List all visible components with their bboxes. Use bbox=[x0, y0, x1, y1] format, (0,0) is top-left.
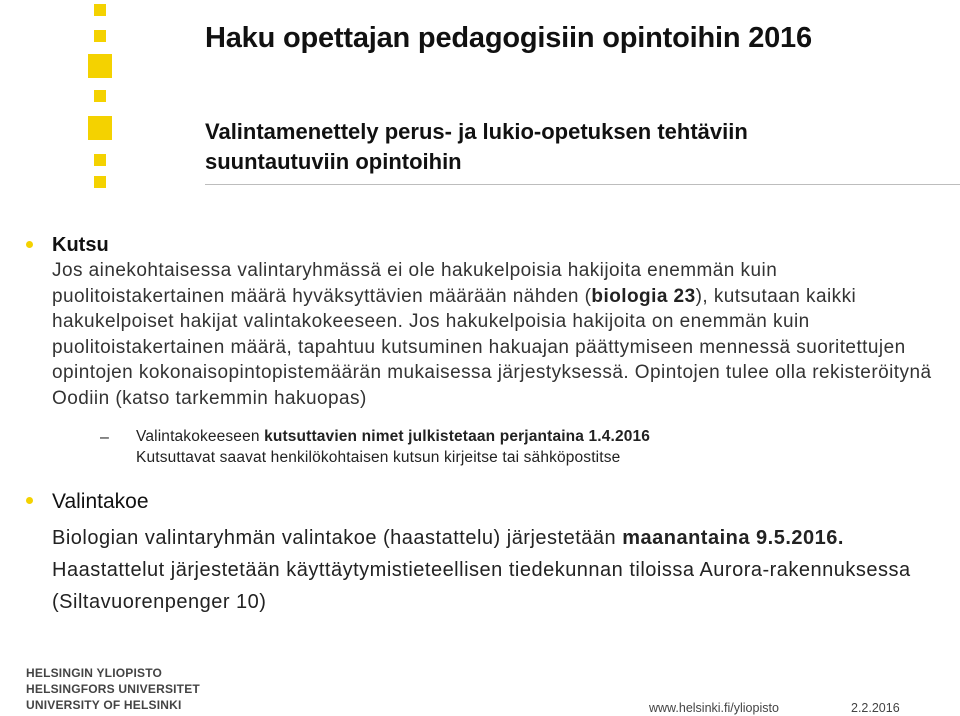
bullet-valintakoe bbox=[26, 488, 946, 618]
university-wordmark bbox=[26, 665, 200, 713]
kutsu-heading: Kutsu bbox=[52, 234, 109, 256]
valintakoe-text-1: Biologian valintaryhmän valintakoe (haastattelu) järjestetään bbox=[52, 526, 623, 549]
subtitle-line-1: Valintamenettely perus- ja lukio-opetuksen tehtäviin bbox=[205, 119, 748, 144]
kutsu-text-1: Jos ainekohtaisessa valintaryhmässä ei ole hakukelpoisia hakijoita enemmän kuin puolitoistakertainen määrä hyväksyttävien määrään nähden ( bbox=[52, 260, 778, 307]
wordmark-line-en: UNIVERSITY OF HELSINKI bbox=[26, 698, 182, 712]
bullet-kutsu bbox=[26, 232, 946, 468]
subitem-line-1 bbox=[136, 426, 946, 447]
slide-content bbox=[26, 232, 946, 618]
subitem-bold: kutsuttavien nimet julkistetaan perjantaina 1.4.2016 bbox=[264, 427, 651, 445]
subitem-text: Valintakokeeseen bbox=[136, 427, 265, 445]
kutsu-subitem bbox=[52, 426, 946, 468]
header-divider bbox=[205, 184, 960, 185]
kutsu-paragraph bbox=[52, 258, 946, 412]
page-title: Haku opettajan pedagogisiin opintoihin 2016 bbox=[205, 22, 812, 54]
kutsu-bold-biologia: biologia 23 bbox=[591, 285, 696, 307]
valintakoe-text-2: Haastattelut järjestetään käyttäytymistieteellisen tiedekunnan tiloissa Aurora-rakennuksessa (Siltavuorenpenger 10) bbox=[52, 558, 911, 613]
footer-date: 2.2.2016 bbox=[851, 701, 900, 715]
subtitle-line-2: suuntautuviin opintoihin bbox=[205, 149, 462, 174]
valintakoe-bold-date: maanantaina 9.5.2016. bbox=[622, 526, 844, 549]
page-subtitle bbox=[205, 117, 905, 177]
valintakoe-paragraph bbox=[52, 522, 946, 618]
kutsu-text-2: ), kutsutaan kaikki hakukelpoiset hakijat valintakokeeseen. Jos hakukelpoisia hakijoita on enemmän kuin puolitoistakertainen määrä, tapahtuu kutsuminen hakuajan päättymiseen mennessä suoritettujen opintojen kokonaisopintopistemäärän mukaisessa järjestyksessä. Opintojen tulee olla rekisteröitynä Oodiin (katso tarkemmin hakuopas) bbox=[52, 285, 932, 409]
wordmark-line-fi: HELSINGIN YLIOPISTO bbox=[26, 666, 163, 680]
valintakoe-heading: Valintakoe bbox=[52, 489, 149, 513]
wordmark-line-sv: HELSINGFORS UNIVERSITET bbox=[26, 682, 200, 696]
subitem-line-2: Kutsuttavat saavat henkilökohtaisen kutsun kirjeitse tai sähköpostitse bbox=[136, 448, 621, 466]
bullet-dot-icon bbox=[26, 497, 33, 504]
dash-bullet: – bbox=[100, 428, 109, 446]
university-flame-logo bbox=[88, 4, 118, 188]
footer-url: www.helsinki.fi/yliopisto bbox=[649, 701, 779, 715]
bullet-dot-icon bbox=[26, 241, 33, 248]
